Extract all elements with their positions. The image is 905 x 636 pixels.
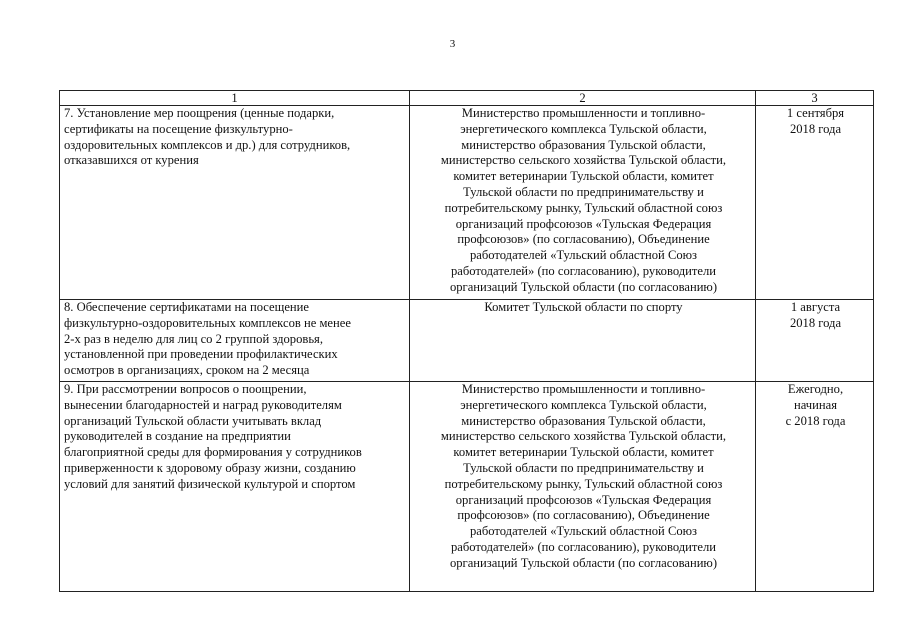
executor-line: комитет ветеринарии Тульской области, комитет (453, 445, 714, 460)
table-row-8 (60, 300, 874, 382)
executor-line: комитет ветеринарии Тульской области, комитет (453, 169, 714, 184)
measure-line: 9. При рассмотрении вопросов о поощрении, (64, 382, 307, 396)
table-row-7 (60, 106, 874, 300)
deadline-cell (756, 382, 874, 592)
measure-line: осмотров в организациях, сроком на 2 месяца (64, 363, 310, 378)
column-number-2: 2 (410, 91, 756, 106)
column-number-row (60, 91, 874, 106)
measure-line: сертификаты на посещение физкультурно- (64, 121, 293, 136)
executor-cell (410, 300, 756, 382)
executor-cell (410, 106, 756, 300)
measure-line: установленной при проведении профилактических (64, 347, 338, 362)
executor-line: организаций профсоюзов «Тульская Федерация (455, 492, 712, 507)
measure-line: отказавшихся от курения (64, 153, 199, 168)
column-number-3: 3 (756, 91, 874, 106)
deadline-line: 2018 года (789, 121, 842, 136)
executor-line: министерство образования Тульской области, (461, 137, 706, 152)
executor-line: работодателей» (по согласованию), руководители (450, 263, 717, 278)
measure-cell (60, 382, 410, 592)
deadline-line: 1 августа (790, 300, 841, 314)
executor-line: Тульской области по предпринимательству и (463, 460, 704, 475)
executor-line: потребительскому рынку, Тульский областной союз (444, 200, 723, 215)
executor-line: профсоюзов» (по согласованию), Объединение (457, 508, 710, 523)
deadline-line: Ежегодно, (787, 382, 844, 396)
executor-line: потребительскому рынку, Тульский областной союз (444, 476, 723, 491)
executor-line: Тульской области по предпринимательству и (463, 184, 704, 199)
deadline-line: с 2018 года (785, 413, 846, 428)
measure-line: руководителей в создание на предприятии (64, 429, 291, 444)
column-number-1: 1 (60, 91, 410, 106)
measure-line: благоприятной среды для формирования у сотрудников (64, 445, 362, 460)
deadline-line: 1 сентября (786, 106, 845, 120)
executor-line: министерство сельского хозяйства Тульской области, (440, 153, 727, 168)
executor-line: министерство сельского хозяйства Тульской области, (440, 429, 727, 444)
measure-line: 2-х раз в неделю для лиц со 2 группой здоровья, (64, 331, 324, 346)
measure-line: вынесении благодарностей и наград руководителям (64, 397, 342, 412)
executor-line: Министерство промышленности и топливно- (461, 382, 706, 396)
measure-cell (60, 106, 410, 300)
executor-line: энергетического комплекса Тульской области, (460, 121, 707, 136)
deadline-line: начиная (793, 397, 838, 412)
executor-line: работодателей «Тульский областной Союз (469, 248, 698, 263)
executor-line: министерство образования Тульской области, (461, 413, 706, 428)
executor-line: работодателей» (по согласованию), руководители (450, 539, 717, 554)
executor-line: организаций Тульской области (по согласованию) (449, 279, 718, 294)
page-number: 3 (449, 38, 456, 50)
executor-line: Комитет Тульской области по спорту (484, 300, 683, 314)
executor-line: энергетического комплекса Тульской области, (460, 397, 707, 412)
executor-line: работодателей «Тульский областной Союз (469, 524, 698, 539)
measure-line: приверженности к здоровому образу жизни, созданию (64, 460, 356, 475)
measure-cell (60, 300, 410, 382)
executor-cell (410, 382, 756, 592)
executor-line: профсоюзов» (по согласованию), Объединение (457, 232, 710, 247)
executor-line: Министерство промышленности и топливно- (461, 106, 706, 120)
measure-line: условий для занятий физической культурой и спортом (64, 476, 356, 491)
executor-line: организаций Тульской области (по согласованию) (449, 555, 718, 570)
deadline-line: 2018 года (789, 315, 842, 330)
measure-line: оздоровительных комплексов и др.) для сотрудников, (64, 137, 351, 152)
measure-line: 8. Обеспечение сертификатами на посещение (64, 300, 310, 314)
measure-line: физкультурно-оздоровительных комплексов не менее (64, 315, 351, 330)
deadline-cell (756, 300, 874, 382)
measure-line: организаций Тульской области учитывать вклад (64, 413, 322, 428)
measure-line: 7. Установление мер поощрения (ценные подарки, (64, 106, 335, 120)
table-row-9 (60, 382, 874, 592)
measures-table (59, 90, 874, 592)
executor-line: организаций профсоюзов «Тульская Федерация (455, 216, 712, 231)
deadline-cell (756, 106, 874, 300)
